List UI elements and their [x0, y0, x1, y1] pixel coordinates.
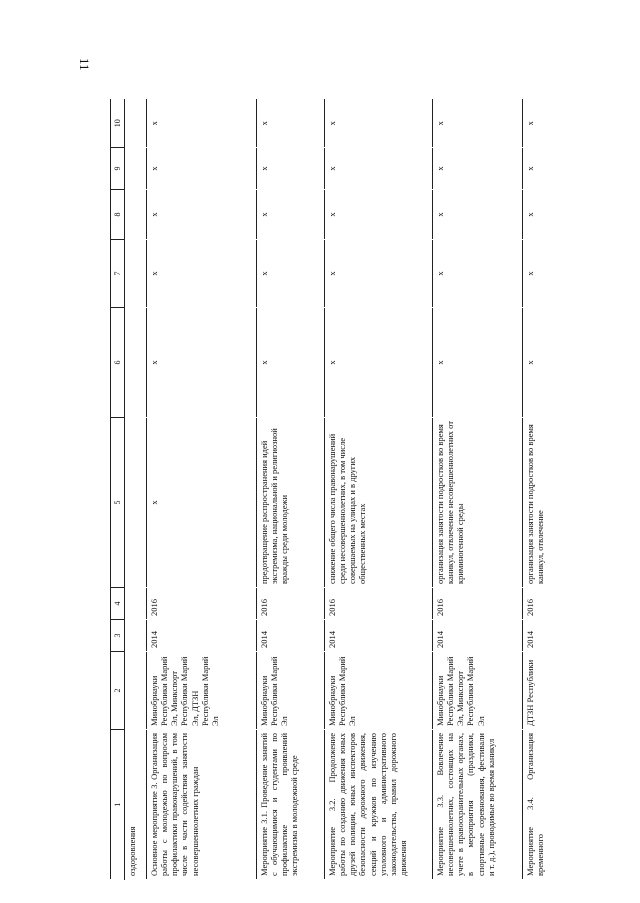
cell-col8: х — [433, 190, 523, 240]
header-row — [111, 100, 125, 880]
header-col-8: 8 — [111, 190, 125, 240]
cell-executor: Минобрнауки Республики Марий Эл, Минкспорт Республики Марий Эл, ДТЗН Республики Марий Эл — [147, 652, 257, 730]
cell-result: х — [147, 418, 257, 588]
cell-executor: Минобрнауки Республики Марий Эл — [325, 652, 433, 730]
page-number: 11 — [77, 58, 92, 71]
table-row — [523, 100, 553, 880]
cell-col10 — [125, 100, 147, 148]
cell-activity: Мероприятие 3.1. Проведение занятий с обучающимися и студентами по профилактике проявлений экстремизма в молодежной среде — [257, 730, 325, 880]
cell-executor — [125, 652, 147, 730]
cell-result: снижение общего числа правонарушений среди несовершеннолетних, в том числе совершаемых на улицах и в других общественных местах — [325, 418, 433, 588]
header-col-10: 10 — [111, 100, 125, 148]
header-col-7: 7 — [111, 240, 125, 308]
cell-col6 — [125, 308, 147, 418]
table-row — [433, 100, 523, 880]
cell-executor: Минобрнауки Республики Марий Эл, Минкспорт Республики Марий Эл — [433, 652, 523, 730]
cell-executor: Минобрнауки Республики Марий Эл — [257, 652, 325, 730]
cell-end: 2016 — [433, 588, 523, 620]
cell-end: 2016 — [523, 588, 553, 620]
cell-activity: оздоровления — [127, 826, 138, 876]
header-col-6: 6 — [111, 308, 125, 418]
cell-col9 — [125, 148, 147, 190]
cell-activity: Мероприятие 3.4. Организация временного — [523, 730, 553, 880]
table-row — [325, 100, 433, 880]
cell-col8: х — [523, 190, 553, 240]
header-col-2: 2 — [111, 652, 125, 730]
cell-col10: х — [147, 100, 257, 148]
cell-col10: х — [257, 100, 325, 148]
program-table — [110, 100, 553, 881]
cell-col10: х — [325, 100, 433, 148]
cell-col7 — [125, 240, 147, 308]
cell-col7: х — [147, 240, 257, 308]
cell-end: 2016 — [257, 588, 325, 620]
cell-col10: х — [523, 100, 553, 148]
cell-activity: Основное мероприятие 3. Организация работы с молодежью по вопросам профилактики правонарушений, в том числе в части содействия занятости несовершеннолетних граждан — [147, 730, 257, 880]
cell-col8 — [125, 190, 147, 240]
cell-executor: ДТЗН Республики — [523, 652, 553, 730]
cell-result: организация занятости подростков во время каникул, отвлечение — [523, 418, 553, 588]
cell-col6: х — [257, 308, 325, 418]
cell-start: 2014 — [523, 620, 553, 652]
cell-start: 2014 — [433, 620, 523, 652]
cell-activity: Мероприятие 3.2. Продолжение работы по созданию движения юных друзей полиции, юных инспекторов безопасности дорожного движения, секций и кружков по изучению уголовного и административного законодательства, правил дорожного движения — [325, 730, 433, 880]
rotated-table-container — [110, 100, 546, 880]
cell-col6: х — [147, 308, 257, 418]
cell-col7: х — [433, 240, 523, 308]
cell-result: организация занятости подростков во время каникул, отвлечение несовершеннолетних от криминогенной среды — [433, 418, 523, 588]
cell-start: 2014 — [325, 620, 433, 652]
header-col-1: 1 — [111, 730, 125, 880]
cell-col9: х — [433, 148, 523, 190]
header-col-4: 4 — [111, 588, 125, 620]
cell-end — [125, 588, 147, 620]
cell-col9: х — [147, 148, 257, 190]
header-col-5: 5 — [111, 418, 125, 588]
cell-col7: х — [257, 240, 325, 308]
cell-result — [125, 418, 147, 588]
cell-start: 2014 — [257, 620, 325, 652]
cell-col6: х — [325, 308, 433, 418]
table-row — [257, 100, 325, 880]
cell-activity: Мероприятие 3.3. Вовлечение несовершеннолетних, состоящих на учете в правоохранительных органах, в мероприятия (праздники, спортивные соревнования, фестивали и т. д.), проводимые во время каникул — [433, 730, 523, 880]
cell-col9: х — [523, 148, 553, 190]
header-col-9: 9 — [111, 148, 125, 190]
cell-col10: х — [433, 100, 523, 148]
cell-col7: х — [325, 240, 433, 308]
cell-col7: х — [523, 240, 553, 308]
cell-result: предотвращение распространения идей экстремизма, национальной и религиозной вражды среди молодежи — [257, 418, 325, 588]
cell-start: 2014 — [147, 620, 257, 652]
cell-col6: х — [433, 308, 523, 418]
header-col-3: 3 — [111, 620, 125, 652]
cell-col8: х — [257, 190, 325, 240]
cell-col6: х — [523, 308, 553, 418]
cell-col8: х — [147, 190, 257, 240]
cell-col9: х — [257, 148, 325, 190]
cell-col8: х — [325, 190, 433, 240]
table-row — [125, 100, 147, 880]
table-row — [147, 100, 257, 880]
cell-start — [125, 620, 147, 652]
cell-col9: х — [325, 148, 433, 190]
cell-end: 2016 — [325, 588, 433, 620]
cell-end: 2016 — [147, 588, 257, 620]
